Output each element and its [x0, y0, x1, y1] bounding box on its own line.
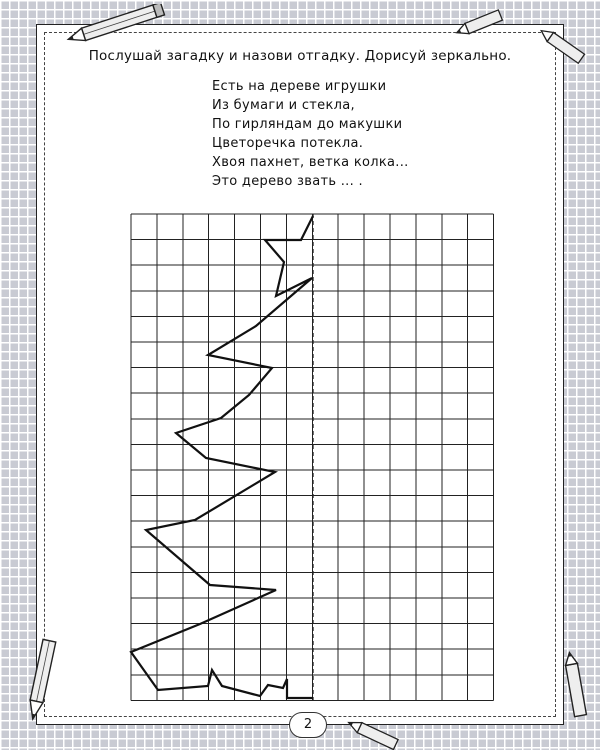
poem-line: Цветоречка потекла. — [212, 136, 364, 151]
pencil-icon — [22, 632, 62, 724]
pencil-icon — [340, 718, 404, 750]
pencil-icon — [62, 4, 172, 44]
pencil-icon — [556, 650, 596, 730]
pencil-icon — [538, 28, 598, 72]
instruction-text: Послушай загадку и назови отгадку. Дорисуй зеркально. — [88, 48, 512, 64]
poem-line: Хвоя пахнет, ветка колка... — [212, 155, 409, 170]
pencil-icon — [452, 6, 512, 40]
poem-line: Из бумаги и стекла, — [212, 98, 355, 113]
christmas-tree-half-outline — [131, 216, 313, 698]
poem-line: Это дерево звать ... . — [212, 174, 363, 189]
poem-line: Есть на дереве игрушки — [212, 79, 387, 94]
page-number: 2 — [289, 712, 327, 738]
poem-line: По гирляндам до макушки — [212, 117, 403, 132]
